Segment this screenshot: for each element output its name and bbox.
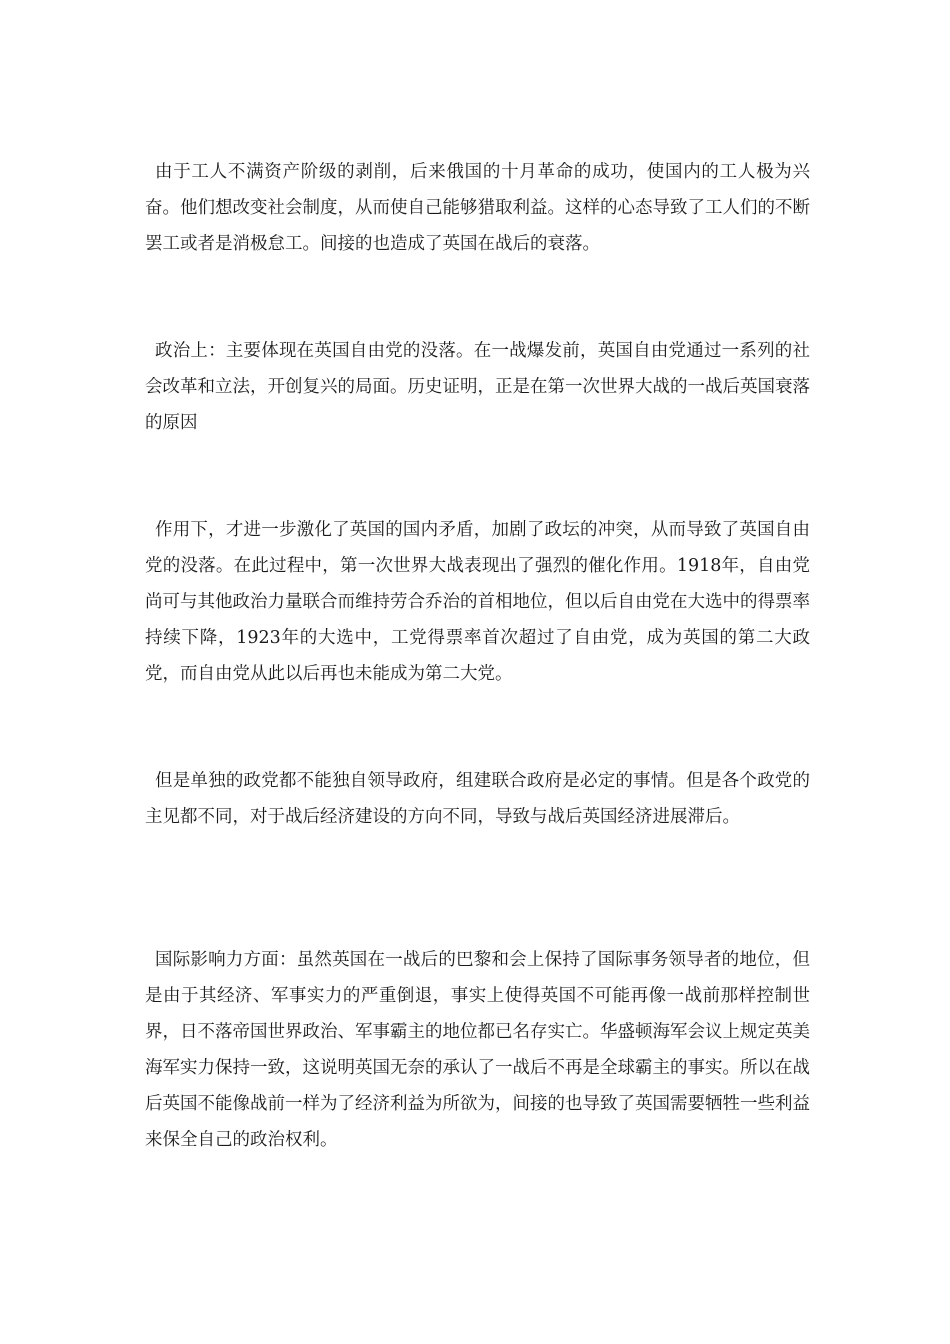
paragraph-international-influence: 国际影响力方面：虽然英国在一战后的巴黎和会上保持了国际事务领导者的地位，但是由于其经济、军事实力的严重倒退，事实上使得英国不可能再像一战前那样控制世界，日不落帝国世界政治、军事霸主的地位都已名存实亡。华盛顿海军会议上规定英美海军实力保持一致，这说明英国无奈的承认了一战后不再是全球霸主的事实。所以在战后英国不能像战前一样为了经济利益为所欲为，间接的也导致了英国需要牺牲一些利益来保全自己的政治权利。 — [145, 950, 810, 1150]
paragraph-coalition-government: 但是单独的政党都不能独自领导政府，组建联合政府是必定的事情。但是各个政党的主见都不同，对于战后经济建设的方向不同，导致与战后英国经济进展滞后。 — [145, 771, 810, 827]
paragraph-liberal-party-decline: 作用下，才进一步激化了英国的国内矛盾，加剧了政坛的冲突，从而导致了英国自由党的没落。在此过程中，第一次世界大战表现出了强烈的催化作用。1918年，自由党尚可与其他政治力量联合而维持劳合乔治的首相地位，但以后自由党在大选中的得票率持续下降，1923年的大选中，工党得票率首次超过了自由党，成为英国的第二大政党，而自由党从此以后再也未能成为第二大党。 — [145, 520, 810, 684]
paragraph-workers-unrest: 由于工人不满资产阶级的剥削，后来俄国的十月革命的成功，使国内的工人极为兴奋。他们想改变社会制度，从而使自己能够猎取利益。这样的心态导致了工人们的不断罢工或者是消极怠工。间接的也造成了英国在战后的衰落。 — [145, 162, 810, 254]
paragraph-politics-liberal-party: 政治上：主要体现在英国自由党的没落。在一战爆发前，英国自由党通过一系列的社会改革和立法，开创复兴的局面。历史证明，正是在第一次世界大战的一战后英国衰落的原因 — [145, 341, 810, 433]
